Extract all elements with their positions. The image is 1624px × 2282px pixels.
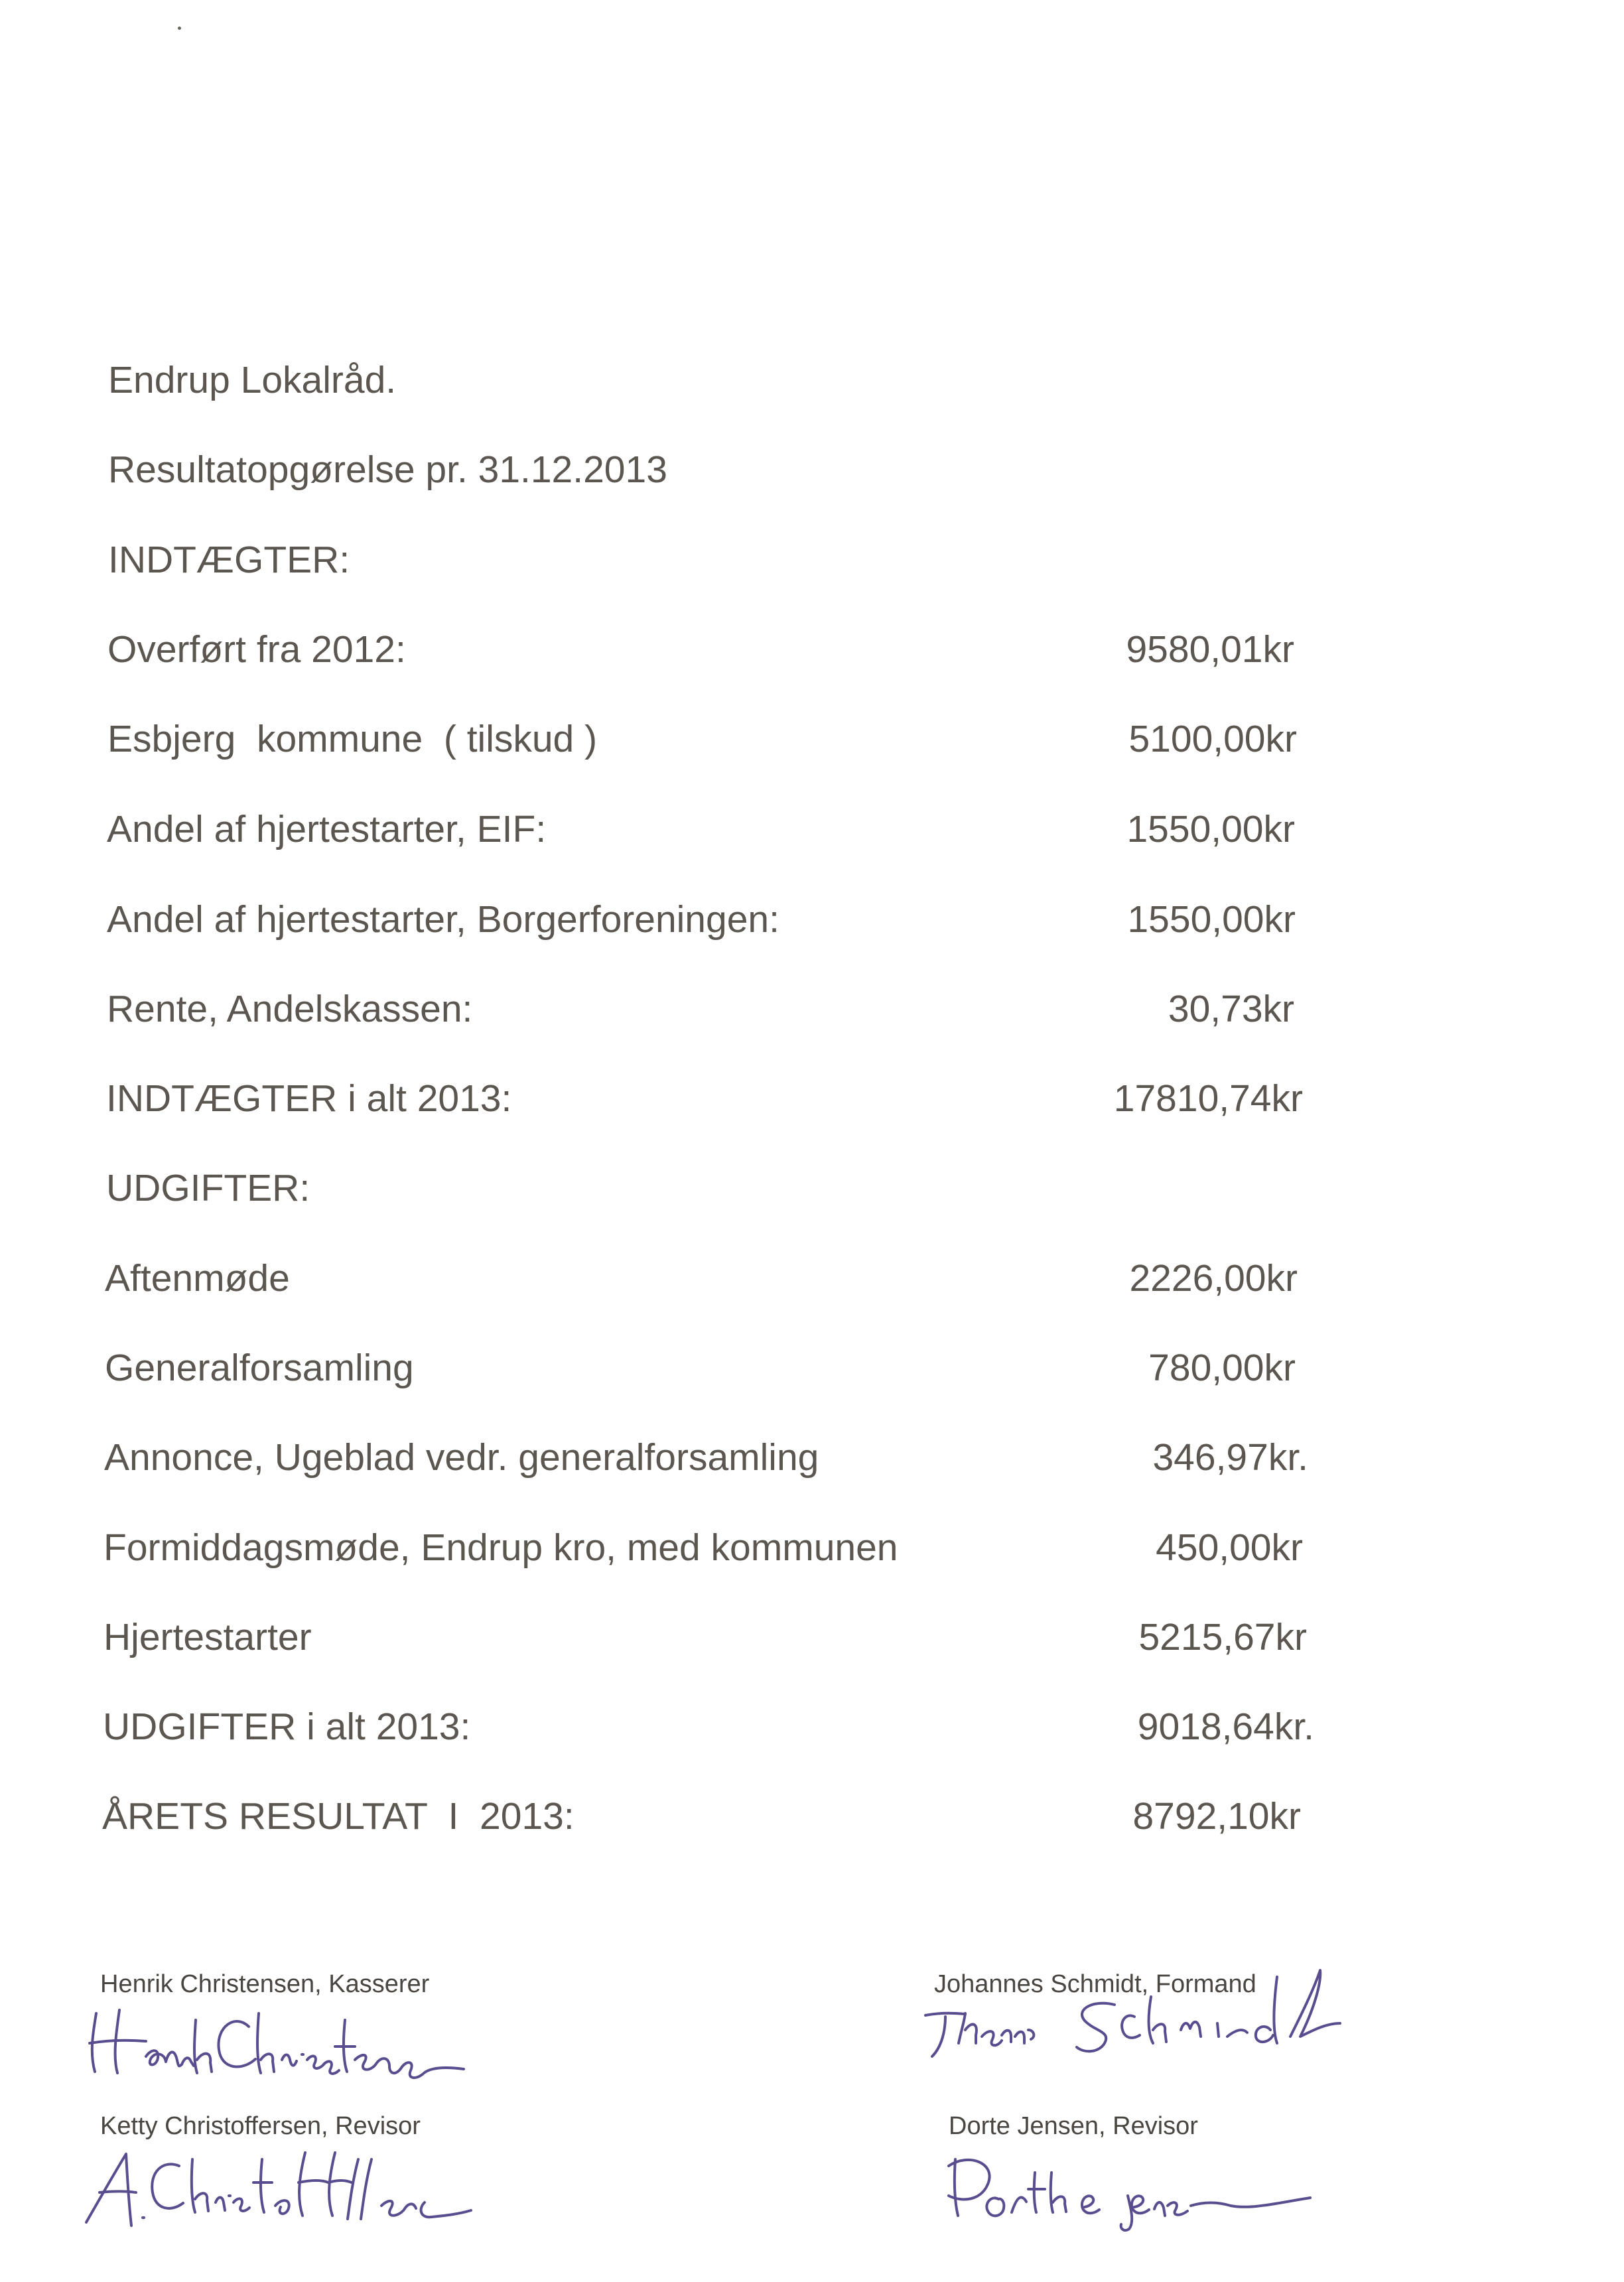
income-row	[0, 806, 1624, 852]
expense-row	[0, 1255, 1624, 1302]
income-heading-line	[0, 537, 1624, 583]
income-total-line	[0, 1075, 1624, 1122]
expenses-total-label: UDGIFTER i alt 2013:	[103, 1706, 471, 1748]
signatory-name: Dorte Jensen, Revisor	[949, 2112, 1198, 2140]
expense-row-amount: 5215,67kr	[1138, 1616, 1307, 1658]
expenses-total-amount: 9018,64kr.	[1137, 1706, 1314, 1748]
expense-row-label: Generalforsamling	[105, 1347, 414, 1389]
expense-row	[0, 1434, 1624, 1481]
result-line	[0, 1793, 1624, 1840]
income-total-label: INDTÆGTER i alt 2013:	[106, 1077, 512, 1120]
income-row-label: Rente, Andelskassen:	[107, 988, 473, 1030]
expense-row	[0, 1524, 1624, 1571]
expense-row-amount: 450,00kr	[1156, 1526, 1303, 1569]
signatory-name: Johannes Schmidt, Formand	[934, 1970, 1256, 1998]
organization-line	[0, 357, 1624, 403]
expense-row	[0, 1345, 1624, 1391]
income-row	[0, 986, 1624, 1032]
income-row	[0, 626, 1624, 673]
income-row-amount: 9580,01kr	[1126, 628, 1294, 671]
income-row-amount: 1550,00kr	[1126, 808, 1295, 850]
expense-row-label: Hjertestarter	[103, 1616, 312, 1658]
income-row-amount: 30,73kr	[1168, 988, 1294, 1030]
expense-row-amount: 346,97kr.	[1152, 1436, 1308, 1479]
handwritten-signature	[915, 1964, 1393, 2076]
expenses-total-line	[0, 1704, 1624, 1750]
result-amount: 8792,10kr	[1132, 1795, 1301, 1838]
signatory-name: Ketty Christoffersen, Revisor	[100, 2112, 421, 2140]
document-title: Resultatopgørelse pr. 31.12.2013	[108, 448, 667, 491]
income-row	[0, 896, 1624, 943]
handwritten-signature	[80, 2139, 491, 2232]
title-line	[0, 446, 1624, 493]
income-row-label: Overført fra 2012:	[107, 628, 406, 671]
income-row-label: Andel af hjertestarter, EIF:	[107, 808, 547, 850]
signatory-name: Henrik Christensen, Kasserer	[100, 1970, 430, 1998]
result-label: ÅRETS RESULTAT I 2013:	[102, 1795, 575, 1838]
income-row	[0, 716, 1624, 762]
expenses-heading: UDGIFTER:	[106, 1167, 310, 1209]
income-total-amount: 17810,74kr	[1113, 1077, 1303, 1120]
handwritten-signature	[935, 2146, 1333, 2232]
expense-row	[0, 1614, 1624, 1660]
income-row-label: Andel af hjertestarter, Borgerforeningen:	[107, 898, 779, 941]
income-row-label: Esbjerg kommune ( tilskud )	[107, 718, 598, 760]
expense-row-label: Aftenmøde	[105, 1257, 290, 1300]
income-heading: INDTÆGTER:	[108, 539, 350, 581]
expense-row-amount: 780,00kr	[1148, 1347, 1296, 1389]
income-row-amount: 1550,00kr	[1127, 898, 1296, 941]
expense-row-label: Annonce, Ugeblad vedr. generalforsamling	[104, 1436, 819, 1479]
speck-mark	[178, 27, 181, 30]
expense-row-amount: 2226,00kr	[1129, 1257, 1298, 1300]
handwritten-signature	[83, 1993, 494, 2080]
expenses-heading-line	[0, 1165, 1624, 1211]
organization-name: Endrup Lokalråd.	[108, 359, 397, 401]
income-row-amount: 5100,00kr	[1128, 718, 1297, 760]
expense-row-label: Formiddagsmøde, Endrup kro, med kommunen	[103, 1526, 898, 1569]
